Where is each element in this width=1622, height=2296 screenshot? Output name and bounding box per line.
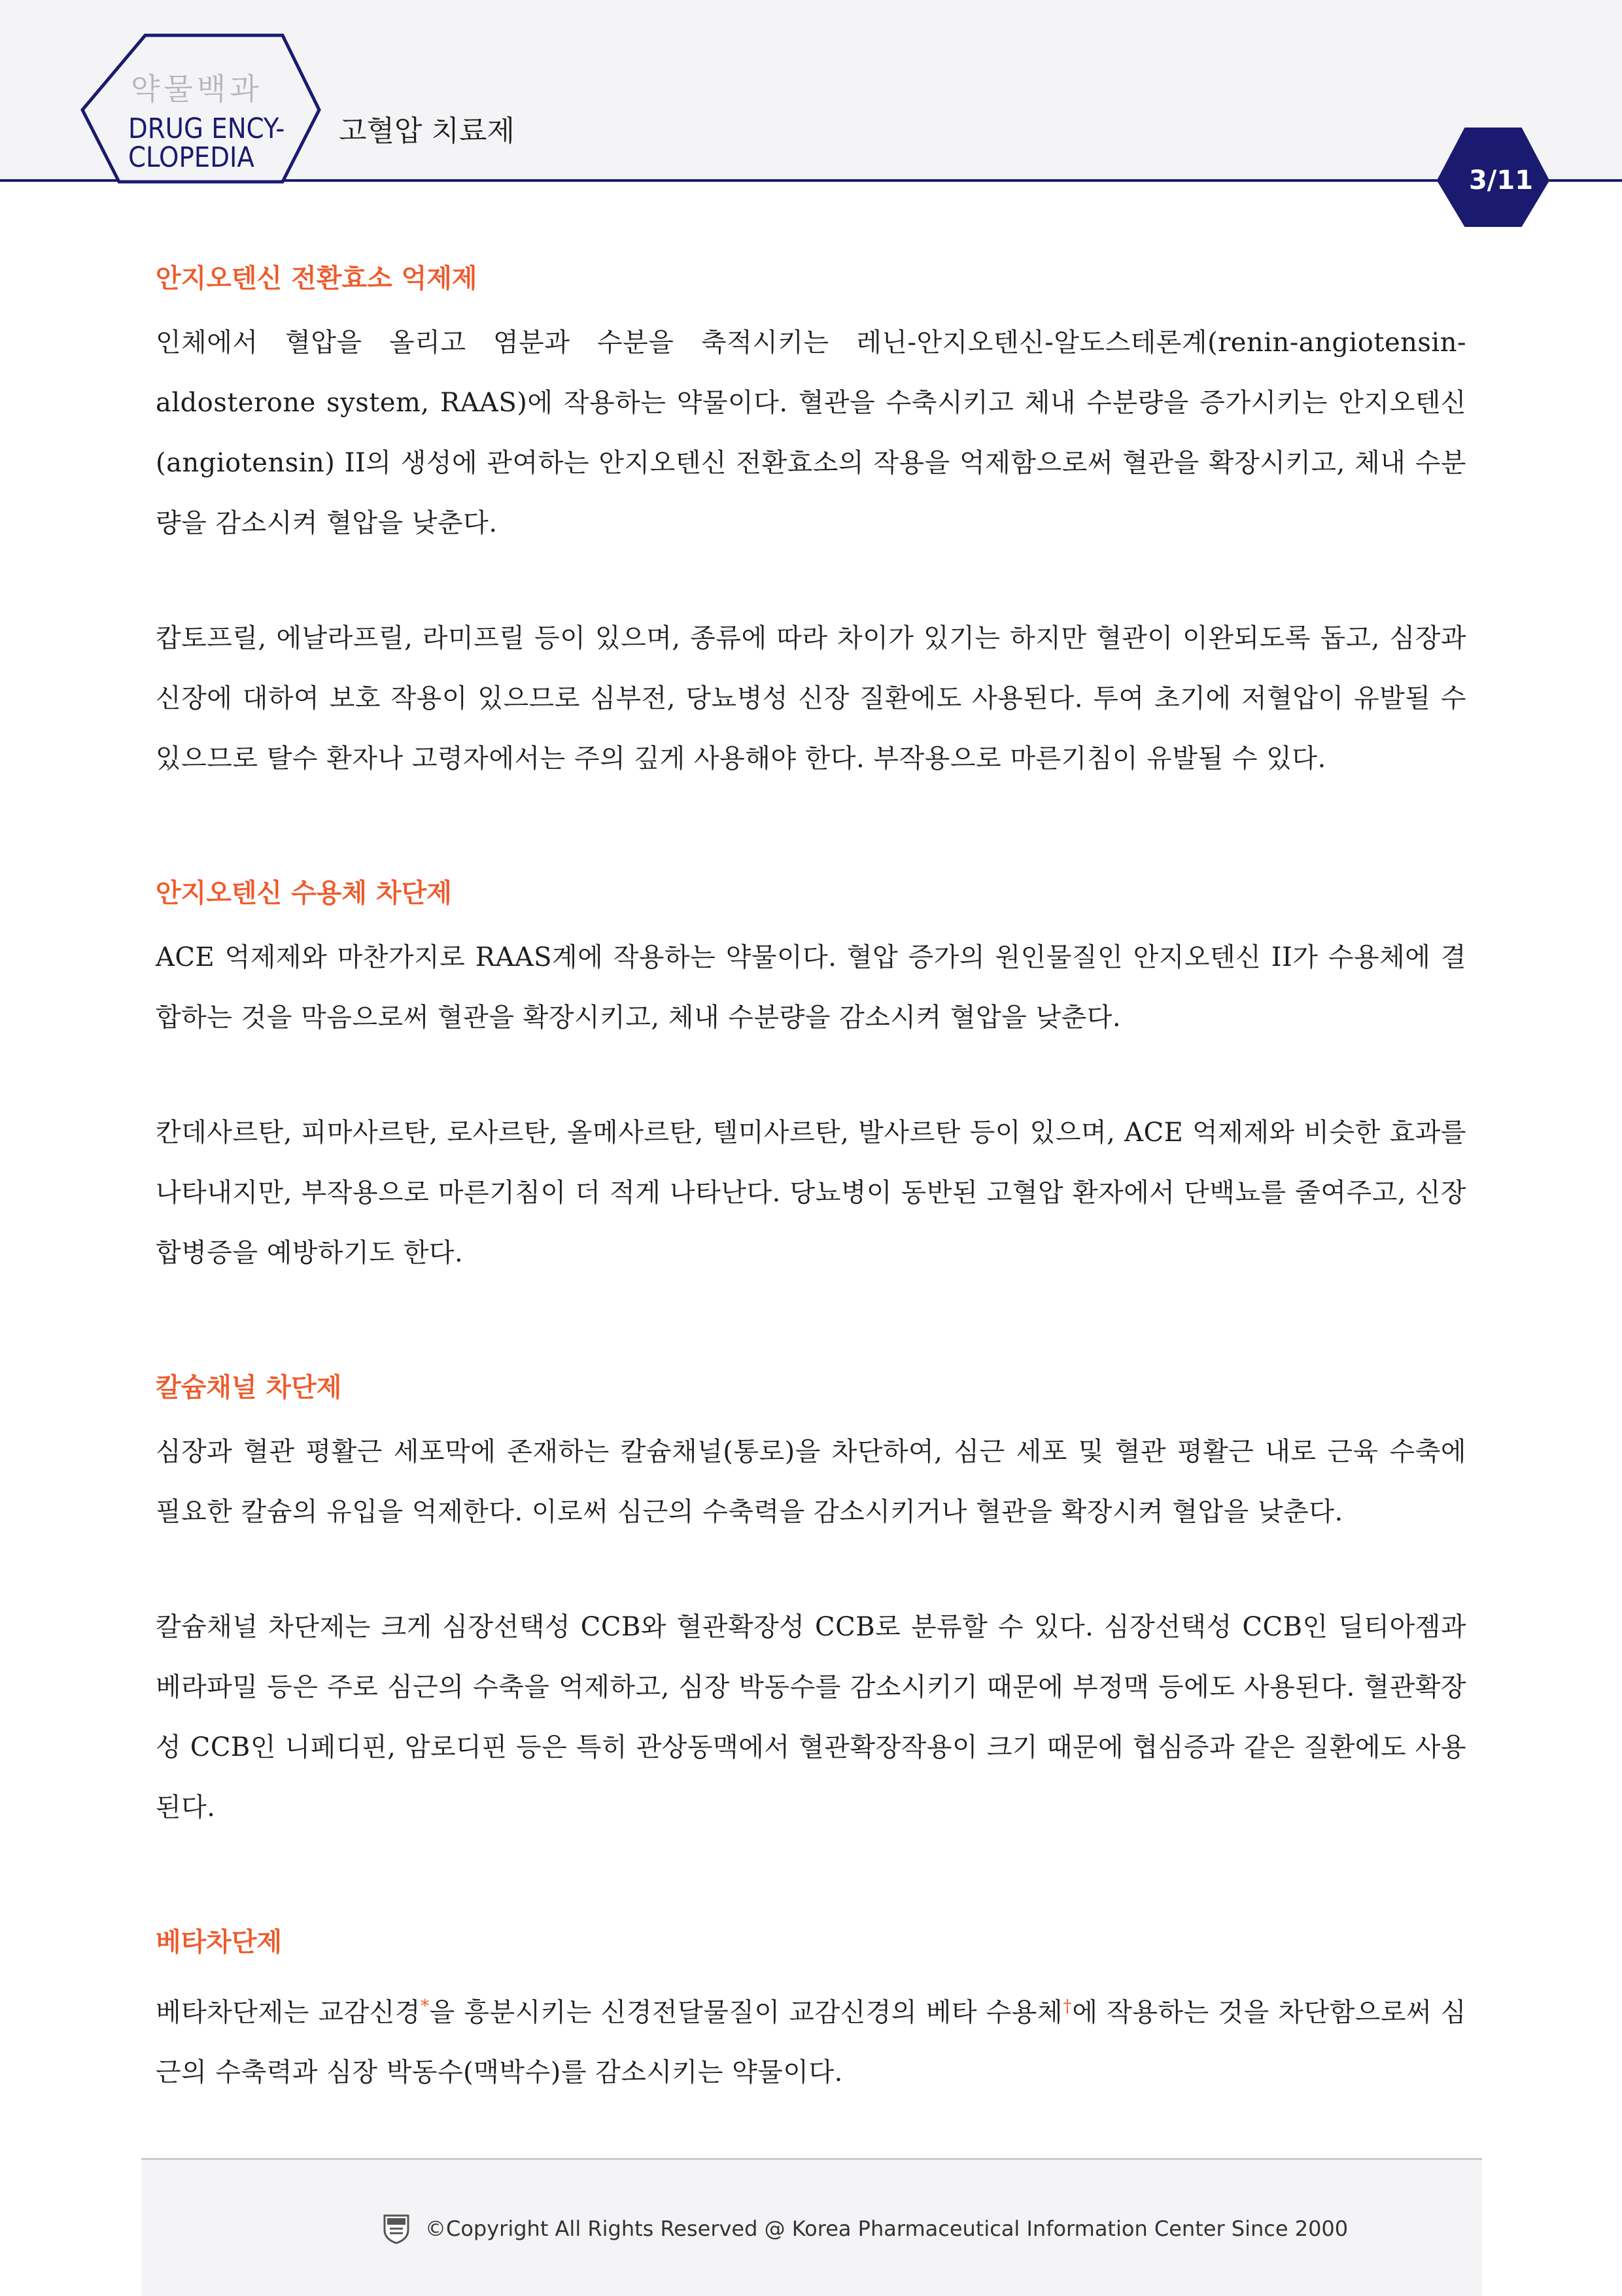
section-title: 칼슘채널 차단제: [156, 1372, 342, 1403]
section-ccb: [156, 1362, 1466, 1838]
logo-korean-text: 약물백과: [131, 71, 263, 107]
paragraph: 인체에서 혈압을 올리고 염분과 수분을 축적시키는 레닌-안지오텐신-알도스테론계(renin-angiotensin-aldosterone system, RAAS)에 작용하는 약물이다. 혈관을 수축시키고 체내 수분량을 증가시키는 안지오텐신(angiotensin) II의 생성에 관여하는 안지오텐신 전환효소의 작용을 억제함으로써 혈관을 확장시키고, 체내 수분량을 감소시켜 혈압을 낮춘다.: [156, 328, 1466, 538]
paragraph: 칼슘채널 차단제는 크게 심장선택성 CCB와 혈관확장성 CCB로 분류할 수 있다. 심장선택성 CCB인 딜티아젬과 베라파밀 등은 주로 심근의 수축을 억제하고, 심장 박동수를 감소시키기 때문에 부정맥 등에도 사용된다. 혈관확장성 CCB인 니페디핀, 암로디핀 등은 특히 관상동맥에서 혈관확장작용이 크기 때문에 협심증과 같은 질환에도 사용된다.: [156, 1612, 1466, 1823]
copyright-text: ©Copyright All Rights Reserved @ Korea Pharmaceutical Information Center Since 2000: [425, 2216, 1349, 2241]
paragraph: [156, 1976, 1466, 2102]
section-beta-blocker: [156, 1916, 1466, 2102]
footnote-marker[interactable]: †: [1063, 1996, 1073, 2016]
section-title: 안지오텐신 전환효소 억제제: [156, 263, 477, 294]
paragraph: ACE 억제제와 마찬가지로 RAAS계에 작용하는 약물이다. 혈압 증가의 원인물질인 안지오텐신 II가 수용체에 결합하는 것을 막음으로써 혈관을 확장시키고, 체내 수분량을 감소시켜 혈압을 낮춘다.: [156, 942, 1466, 1033]
footer: [383, 2210, 1348, 2247]
logo-text-line2: CLOPEDIA: [128, 141, 254, 174]
paragraph: 심장과 혈관 평활근 세포막에 존재하는 칼슘채널(통로)을 차단하여, 심근 세포 및 혈관 평활근 내로 근육 수축에 필요한 칼슘의 유입을 억제한다. 이로써 심근의 수축력을 감소시키거나 혈관을 확장시켜 혈압을 낮춘다.: [156, 1437, 1466, 1527]
paragraph-text: 을 흥분시키는 신경전달물질이 교감신경의 베타 수용체: [429, 1997, 1063, 2028]
paragraph-text: 베타차단제는 교감신경: [156, 1997, 421, 2028]
section-title: 베타차단제: [156, 1927, 283, 1957]
logo-text-line1: DRUG ENCY-: [128, 112, 285, 145]
page-indicator: 3/11: [1468, 165, 1534, 196]
footnote-marker[interactable]: *: [421, 1996, 430, 2016]
paragraph-text: 에 작용하는 것을 차단함으로써 심근의 수축력과 심장 박동수(맥박수)를 감소시키는 약물이다.: [156, 1997, 1466, 2088]
section-arb: [156, 867, 1466, 1283]
document-title: 고혈압 치료제: [339, 114, 515, 148]
section-title: 안지오텐신 수용체 차단제: [156, 878, 452, 908]
paragraph: 칸데사르탄, 피마사르탄, 로사르탄, 올메사르탄, 텔미사르탄, 발사르탄 등이 있으며, ACE 억제제와 비슷한 효과를 나타내지만, 부작용으로 마른기침이 더 적게 나타난다. 당뇨병이 동반된 고혈압 환자에서 단백뇨를 줄여주고, 신장 합병증을 예방하기도 한다.: [156, 1118, 1466, 1268]
shield-icon: [383, 2213, 409, 2244]
section-ace-inhibitor: [156, 252, 1466, 789]
paragraph: 캅토프릴, 에날라프릴, 라미프릴 등이 있으며, 종류에 따라 차이가 있기는 하지만 혈관이 이완되도록 돕고, 심장과 신장에 대하여 보호 작용이 있으므로 심부전, 당뇨병성 신장 질환에도 사용된다. 투여 초기에 저혈압이 유발될 수 있으므로 탈수 환자나 고령자에서는 주의 깊게 사용해야 한다. 부작용으로 마른기침이 유발될 수 있다.: [156, 623, 1466, 774]
main-content: [156, 252, 1466, 2102]
